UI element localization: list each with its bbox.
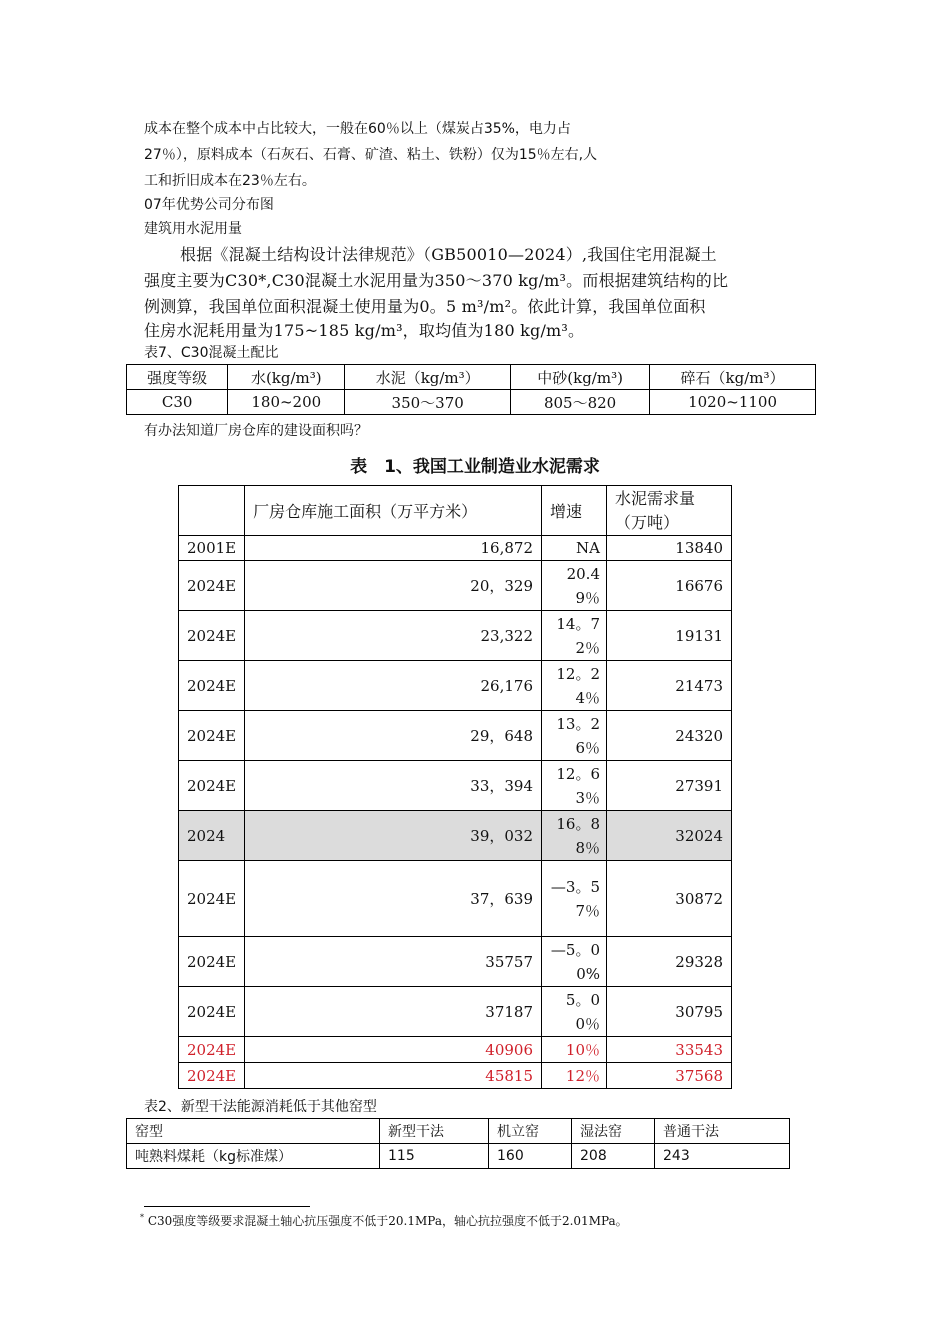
header-cell <box>179 486 245 536</box>
paragraph-line: 强度主要为C30*,C30混凝土水泥用量为350～370 kg/m³。而根据建筑结构的比 <box>144 271 729 290</box>
intro-line: 工和折旧成本在23％左右。 <box>144 173 316 189</box>
paragraph-line: 例测算，我国单位面积混凝土使用量为0。5 m³/m²。依此计算，我国单位面积 <box>144 297 706 316</box>
header-cell: 碎石（kg/m³） <box>650 365 816 390</box>
area-cell: 26,176 <box>245 661 542 711</box>
growth-cell: 12％ <box>542 1063 607 1089</box>
year-cell: 2001E <box>179 536 245 561</box>
cement-cell: 33543 <box>607 1037 732 1063</box>
table-header-row <box>127 1119 790 1144</box>
table-row <box>179 661 732 711</box>
header-cell: 增速 <box>542 486 607 536</box>
area-cell: 20，329 <box>245 561 542 611</box>
table-row <box>179 611 732 661</box>
year-cell: 2024E <box>179 1063 245 1089</box>
year-cell: 2024E <box>179 761 245 811</box>
table-header-row <box>179 486 732 536</box>
header-cell: 普通干法 <box>655 1119 790 1144</box>
question-text: 有办法知道厂房仓库的建设面积吗？ <box>144 423 368 439</box>
footnote-divider <box>144 1206 310 1207</box>
growth-cell: 5。00％ <box>542 987 607 1037</box>
year-cell: 2024E <box>179 937 245 987</box>
year-cell: 2024E <box>179 611 245 661</box>
header-cell: 中砂(kg/m³) <box>511 365 650 390</box>
cement-cell: 13840 <box>607 536 732 561</box>
table7-caption: 表7、C30混凝土配比 <box>144 345 279 361</box>
table-cell: 243 <box>655 1144 790 1169</box>
footnote <box>140 1212 628 1229</box>
area-cell: 23,322 <box>245 611 542 661</box>
area-cell: 35757 <box>245 937 542 987</box>
year-cell: 2024E <box>179 1037 245 1063</box>
year-cell: 2024E <box>179 661 245 711</box>
growth-cell: —3。57％ <box>542 861 607 937</box>
cement-cell: 32024 <box>607 811 732 861</box>
section-heading: 建筑用水泥用量 <box>144 221 242 237</box>
paragraph-line: 根据《混凝土结构设计法律规范》（GB50010—2024）,我国住宅用混凝土 <box>180 245 717 264</box>
table7 <box>126 364 816 415</box>
table-cell: 吨熟料煤耗（kg标准煤） <box>127 1144 380 1169</box>
cement-cell: 30795 <box>607 987 732 1037</box>
header-cell: 厂房仓库施工面积（万平方米） <box>245 486 542 536</box>
area-cell: 40906 <box>245 1037 542 1063</box>
growth-cell: 10％ <box>542 1037 607 1063</box>
header-cell: 窑型 <box>127 1119 380 1144</box>
area-cell: 39，032 <box>245 811 542 861</box>
table-row <box>127 390 816 415</box>
table1-title: 表 1、我国工业制造业水泥需求 <box>350 457 600 477</box>
area-cell: 29，648 <box>245 711 542 761</box>
cement-cell: 29328 <box>607 937 732 987</box>
table-row <box>179 1037 732 1063</box>
growth-cell: —5。00% <box>542 937 607 987</box>
growth-cell: NA <box>542 536 607 561</box>
year-cell: 2024 <box>179 811 245 861</box>
table-cell: 350～370 <box>345 390 511 415</box>
area-cell: 16,872 <box>245 536 542 561</box>
cement-cell: 24320 <box>607 711 732 761</box>
header-cell: 新型干法 <box>380 1119 489 1144</box>
table-row <box>179 536 732 561</box>
table-row <box>179 987 732 1037</box>
cement-cell: 30872 <box>607 861 732 937</box>
table-row <box>179 937 732 987</box>
footnote-mark: * <box>140 1213 144 1222</box>
header-cell: 水(kg/m³) <box>228 365 345 390</box>
year-cell: 2024E <box>179 561 245 611</box>
year-cell: 2024E <box>179 987 245 1037</box>
header-cell: 机立窑 <box>489 1119 572 1144</box>
footnote-text: C30强度等级要求混凝土轴心抗压强度不低于20.1MPa，轴心抗拉强度不低于2.01MPa。 <box>147 1214 628 1228</box>
cement-cell: 16676 <box>607 561 732 611</box>
header-cell: 湿法窑 <box>572 1119 655 1144</box>
area-cell: 33，394 <box>245 761 542 811</box>
table-cell: 115 <box>380 1144 489 1169</box>
year-cell: 2024E <box>179 861 245 937</box>
growth-cell: 13。26％ <box>542 711 607 761</box>
growth-cell: 12。24％ <box>542 661 607 711</box>
table-row <box>179 811 732 861</box>
cement-cell: 37568 <box>607 1063 732 1089</box>
paragraph-line: 住房水泥耗用量为175~185 kg/m³，取均值为180 kg/m³。 <box>144 321 585 340</box>
table-cell: 1020~1100 <box>650 390 816 415</box>
table-row <box>127 1144 790 1169</box>
header-cell: 强度等级 <box>127 365 228 390</box>
intro-line: 成本在整个成本中占比较大，一般在60％以上（煤炭占35%，电力占 <box>144 121 571 137</box>
growth-cell: 12。63％ <box>542 761 607 811</box>
area-cell: 45815 <box>245 1063 542 1089</box>
area-cell: 37，639 <box>245 861 542 937</box>
table-cell: C30 <box>127 390 228 415</box>
table2-caption: 表2、新型干法能源消耗低于其他窑型 <box>144 1099 377 1115</box>
section-heading: 07年优势公司分布图 <box>144 197 274 213</box>
table-row <box>179 761 732 811</box>
intro-line: 27％），原料成本（石灰石、石膏、矿渣、粘土、铁粉）仅为15％左右,人 <box>144 147 598 163</box>
growth-cell: 14。72％ <box>542 611 607 661</box>
cement-cell: 27391 <box>607 761 732 811</box>
table-row <box>179 861 732 937</box>
table-row <box>179 1063 732 1089</box>
header-cell: 水泥需求量（万吨） <box>607 486 732 536</box>
area-cell: 37187 <box>245 987 542 1037</box>
year-cell: 2024E <box>179 711 245 761</box>
table-cell: 160 <box>489 1144 572 1169</box>
cement-cell: 19131 <box>607 611 732 661</box>
table1 <box>178 485 732 1089</box>
growth-cell: 16。88％ <box>542 811 607 861</box>
growth-cell: 20.49％ <box>542 561 607 611</box>
table-header-row <box>127 365 816 390</box>
table-cell: 208 <box>572 1144 655 1169</box>
table-row <box>179 711 732 761</box>
table-row <box>179 561 732 611</box>
table-cell: 805～820 <box>511 390 650 415</box>
cement-cell: 21473 <box>607 661 732 711</box>
header-cell: 水泥（kg/m³） <box>345 365 511 390</box>
table2 <box>126 1118 790 1169</box>
table-cell: 180~200 <box>228 390 345 415</box>
